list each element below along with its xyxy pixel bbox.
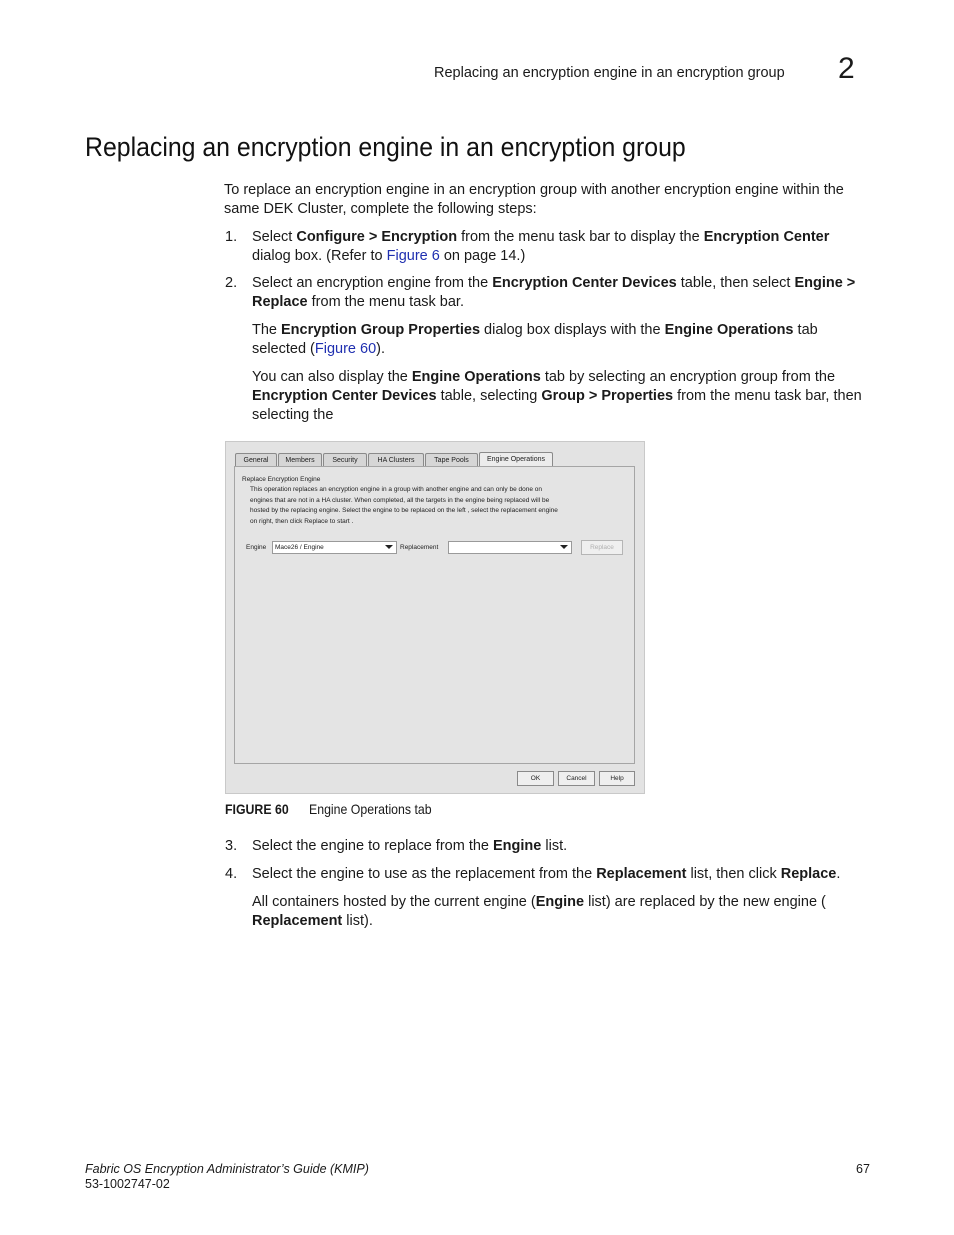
description-line: on right, then click Replace to start . bbox=[250, 517, 354, 525]
step-1-text: Select Configure > Encryption from the menu task bar to display the Encryption Center dialog box. (Refer to Figure 6 on page 14.) bbox=[252, 229, 830, 264]
cancel-button[interactable]: Cancel bbox=[558, 771, 595, 786]
step-4-paragraph-2: All containers hosted by the current engine (Engine list) are replaced by the new engine ( Replacement list). bbox=[252, 894, 826, 929]
chevron-down-icon bbox=[560, 545, 568, 549]
step-2-text: Select an encryption engine from the Encryption Center Devices table, then select Engine > Replace from the menu task bar. bbox=[252, 275, 856, 310]
ok-button[interactable]: OK bbox=[517, 771, 554, 786]
chevron-down-icon bbox=[385, 545, 393, 549]
footer-doc-number: 53-1002747-02 bbox=[85, 1177, 170, 1191]
description-line: hosted by the replacing engine. Select the engine to be replaced on the left , select the replacement engine bbox=[250, 507, 558, 514]
step-2-paragraph-3: You can also display the Engine Operations tab by selecting an encryption group from the Encryption Center Devices table, selecting Group > Properties from the menu task bar, then selecting the bbox=[252, 369, 862, 423]
replace-button[interactable]: Replace bbox=[581, 540, 623, 555]
tab-ha-clusters[interactable]: HA Clusters bbox=[368, 453, 424, 466]
chapter-number: 2 bbox=[838, 52, 855, 85]
replacement-select[interactable] bbox=[448, 541, 572, 554]
figure-60-link[interactable]: Figure 60 bbox=[314, 341, 377, 357]
step-number: 1. bbox=[225, 229, 238, 245]
engine-label: Engine bbox=[246, 544, 267, 551]
tab-general[interactable]: General bbox=[235, 453, 277, 466]
engine-operations-dialog-screenshot bbox=[225, 441, 645, 794]
figure-label: FIGURE 60 bbox=[225, 801, 289, 817]
intro-paragraph: To replace an encryption engine in an encryption group with another encryption engine within the same DEK Cluster, complete the following steps: bbox=[224, 182, 844, 217]
step-3-text: Select the engine to replace from the Engine list. bbox=[252, 838, 568, 854]
engine-operations-panel bbox=[234, 466, 635, 764]
footer-doc-title: Fabric OS Encryption Administrator’s Guide (KMIP) bbox=[85, 1162, 369, 1176]
replacement-label: Replacement bbox=[400, 544, 439, 551]
step-2-paragraph-2: The Encryption Group Properties dialog box displays with the Engine Operations tab selected (Figure 60). bbox=[252, 322, 818, 357]
tab-members[interactable]: Members bbox=[278, 453, 322, 466]
step-number: 4. bbox=[225, 866, 238, 882]
section-title: Replace Encryption Engine bbox=[242, 476, 321, 483]
step-number: 2. bbox=[225, 275, 238, 291]
footer-page-number: 67 bbox=[856, 1162, 870, 1176]
tab-tape-pools[interactable]: Tape Pools bbox=[425, 453, 478, 466]
figure-6-link[interactable]: Figure 6 bbox=[386, 248, 440, 264]
figure-caption: Engine Operations tab bbox=[309, 801, 432, 817]
step-4-text: Select the engine to use as the replacement from the Replacement list, then click Replace. bbox=[252, 866, 841, 882]
description-line: This operation replaces an encryption engine in a group with another engine and can only be done on bbox=[250, 486, 542, 493]
description-line: engines that are not in a HA cluster. When completed, all the targets in the engine being replaced will be bbox=[250, 496, 550, 504]
page-title: Replacing an encryption engine in an encryption group bbox=[85, 132, 686, 162]
help-button[interactable]: Help bbox=[599, 771, 635, 786]
tab-engine-operations[interactable]: Engine Operations bbox=[479, 452, 553, 466]
running-header: Replacing an encryption engine in an encryption group bbox=[434, 65, 785, 81]
step-number: 3. bbox=[225, 838, 238, 854]
engine-select[interactable]: Mace26 / Engine bbox=[272, 541, 397, 554]
tab-security[interactable]: Security bbox=[323, 453, 367, 466]
